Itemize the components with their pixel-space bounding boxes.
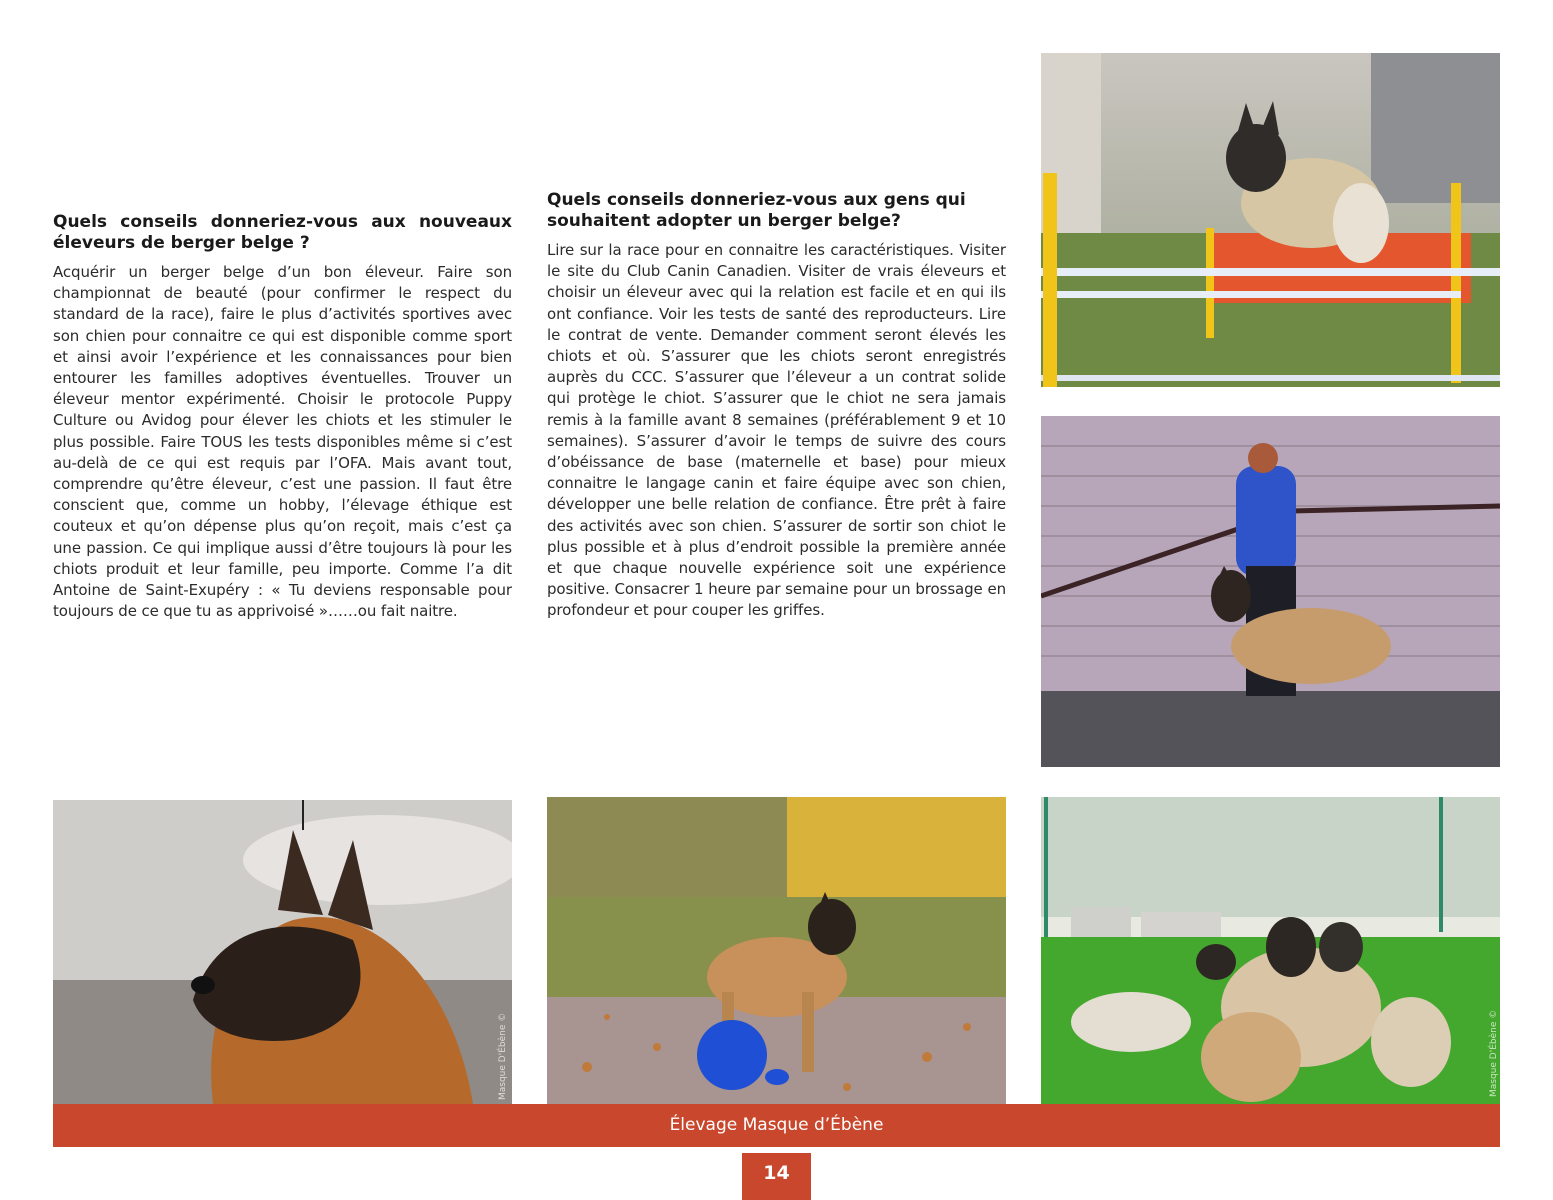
- page-number: 14: [742, 1153, 811, 1200]
- watermark-text: Masque D'Ébène ©: [498, 1012, 508, 1100]
- photo-dog-portrait: [53, 800, 512, 1104]
- left-article-body: Acquérir un berger belge d’un bon éleveur. Faire son championnat de beauté (pour confirmer le respect du standard de la race), faire le plus d’activités sportives avec son chien pour connaitre ce qui est disponible comme sport et ainsi avoir l’expérience et les connaissances pour bien entourer les familles adoptives éventuelles. Trouver un éleveur mentor expérimenté. Choisir le protocole Puppy Culture ou Avidog pour élever les chiots et les stimuler le plus possible. Faire TOUS les tests disponibles même si c’est au-delà de ce qui est requis par l’OFA. Mais avant tout, comprendre qu’être éleveur, c’est une passion. Il faut être conscient que, comme un hobby, l’élevage éthique est couteux et qu’on dépense plus qu’on reçoit, mais c’est ça une passion. Ce qui implique aussi d’être toujours là pour les chiots produit et leur famille, peu importe. Comme l’a dit Antoine de Saint-Exupéry : « Tu deviens responsable pour toujours de ce que tu as apprivoisé »……ou fait naitre.: [53, 263, 512, 621]
- photo-puppies-grass: [1041, 797, 1500, 1104]
- photo-puppy-ball: [547, 797, 1006, 1104]
- left-article: [53, 212, 512, 622]
- watermark-text: Masque D'Ébène ©: [1489, 1009, 1499, 1097]
- photo-agility-jump: [1041, 53, 1500, 387]
- footer-bar: [53, 1104, 1500, 1147]
- middle-article-heading: Quels conseils donneriez-vous aux gens qui souhaitent adopter un berger belge?: [547, 190, 966, 231]
- photo-handler-dog: [1041, 416, 1500, 767]
- middle-article: [547, 190, 1006, 622]
- left-article-heading: Quels conseils donneriez-vous aux nouveaux éleveurs de berger belge ?: [53, 212, 512, 253]
- footer-title: Élevage Masque d’Ébène: [669, 1115, 884, 1135]
- middle-article-body: Lire sur la race pour en connaitre les caractéristiques. Visiter le site du Club Canin Canadien. Visiter de vrais éleveurs et choisir un éleveur avec qui la relation est facile et en qui ils ont confiance. Voir les tests de santé des reproducteurs. Lire le contrat de vente. Demander comment seront élevés les chiots et où. S’assurer que les chiots seront enregistrés auprès du CCC. S’assurer que l’éleveur a un contrat solide qui protège le chiot. S’assurer que le chiot ne sera jamais remis à la famille avant 8 semaines (préférablement 9 et 10 semaines). S’assurer d’avoir le temps de suivre des cours d’obéissance de base (maternelle et base) pour mieux connaitre le langage canin et faire équipe avec son chien, développer une belle relation de confiance. Être prêt à faire des activités avec son chien. S’assurer de sortir son chiot le plus possible et à plus d’endroit possible la première année et que chaque nouvelle expérience soit une expérience positive. Consacrer 1 heure par semaine pour un brossage en profondeur et pour couper les griffes.: [547, 241, 1006, 620]
